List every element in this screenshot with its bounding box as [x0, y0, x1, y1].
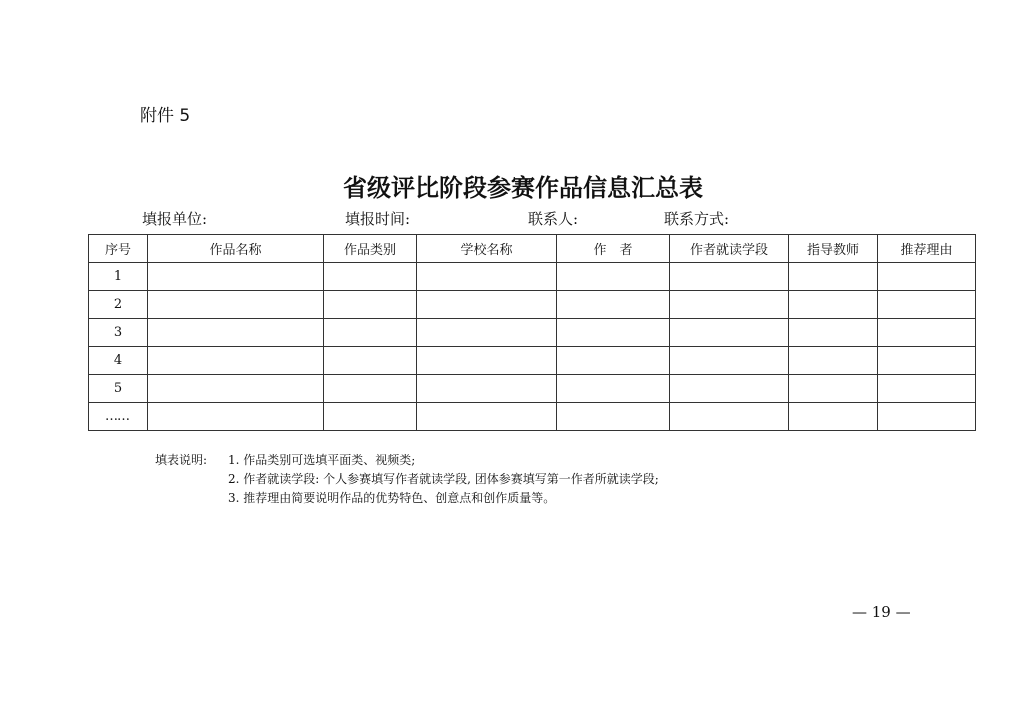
- table-cell: [557, 347, 670, 375]
- row-number: 3: [89, 319, 148, 347]
- table-row: [89, 291, 976, 319]
- table-cell: [557, 375, 670, 403]
- row-number: 2: [89, 291, 148, 319]
- table-cell: [557, 291, 670, 319]
- filling-notes: [155, 451, 659, 508]
- table-cell: [324, 263, 417, 291]
- row-number: 4: [89, 347, 148, 375]
- table-cell: [789, 375, 878, 403]
- table-cell: [878, 375, 976, 403]
- summary-table: [88, 234, 976, 431]
- table-cell: [417, 319, 557, 347]
- table-cell: [417, 347, 557, 375]
- table-cell: [148, 319, 324, 347]
- table-header-row: [89, 235, 976, 263]
- table-cell: [148, 375, 324, 403]
- column-header: 作品名称: [148, 235, 324, 263]
- attachment-label: 附件 5: [140, 106, 191, 126]
- table-row: [89, 263, 976, 291]
- table-cell: [557, 263, 670, 291]
- table-cell: [670, 347, 789, 375]
- table-cell: [670, 403, 789, 431]
- row-number: 5: [89, 375, 148, 403]
- table-cell: [878, 403, 976, 431]
- table-cell: [789, 403, 878, 431]
- table-cell: [148, 291, 324, 319]
- note-item: 3. 推荐理由简要说明作品的优势特色、创意点和创作质量等。: [228, 491, 556, 505]
- table-cell: [324, 291, 417, 319]
- notes-label: 填表说明:: [155, 453, 208, 467]
- table-cell: [557, 403, 670, 431]
- table-row: [89, 375, 976, 403]
- table-row: [89, 347, 976, 375]
- filling-time-label: 填报时间:: [345, 210, 411, 228]
- table-cell: [417, 403, 557, 431]
- table-cell: [417, 291, 557, 319]
- column-header: 推荐理由: [878, 235, 976, 263]
- table-cell: [789, 319, 878, 347]
- document-title: 省级评比阶段参赛作品信息汇总表: [343, 174, 703, 202]
- table-cell: [670, 375, 789, 403]
- column-header: 学校名称: [417, 235, 557, 263]
- table-cell: [324, 403, 417, 431]
- table-cell: [148, 263, 324, 291]
- table-cell: [557, 319, 670, 347]
- table-cell: [878, 291, 976, 319]
- table-cell: [148, 403, 324, 431]
- page-number: — 19 —: [852, 603, 911, 621]
- table-row: [89, 403, 976, 431]
- table-cell: [670, 291, 789, 319]
- table-cell: [878, 319, 976, 347]
- row-number: ……: [89, 403, 148, 431]
- table-cell: [324, 375, 417, 403]
- table-cell: [878, 263, 976, 291]
- table-cell: [417, 263, 557, 291]
- table-cell: [417, 375, 557, 403]
- note-item: 1. 作品类别可选填平面类、视频类;: [228, 453, 416, 467]
- table-row: [89, 319, 976, 347]
- table-cell: [324, 347, 417, 375]
- row-number: 1: [89, 263, 148, 291]
- contact-person-label: 联系人:: [528, 210, 579, 228]
- note-item: 2. 作者就读学段: 个人参赛填写作者就读学段, 团体参赛填写第一作者所就读学段;: [228, 472, 659, 486]
- column-header: 作品类别: [324, 235, 417, 263]
- table-cell: [670, 263, 789, 291]
- filling-unit-label: 填报单位:: [142, 210, 208, 228]
- table-cell: [324, 319, 417, 347]
- column-header: 指导教师: [789, 235, 878, 263]
- contact-method-label: 联系方式:: [664, 210, 730, 228]
- column-header: 作 者: [557, 235, 670, 263]
- column-header: 序号: [89, 235, 148, 263]
- table-cell: [789, 291, 878, 319]
- table-cell: [789, 347, 878, 375]
- table-cell: [789, 263, 878, 291]
- table-cell: [148, 347, 324, 375]
- table-cell: [878, 347, 976, 375]
- table-cell: [670, 319, 789, 347]
- column-header: 作者就读学段: [670, 235, 789, 263]
